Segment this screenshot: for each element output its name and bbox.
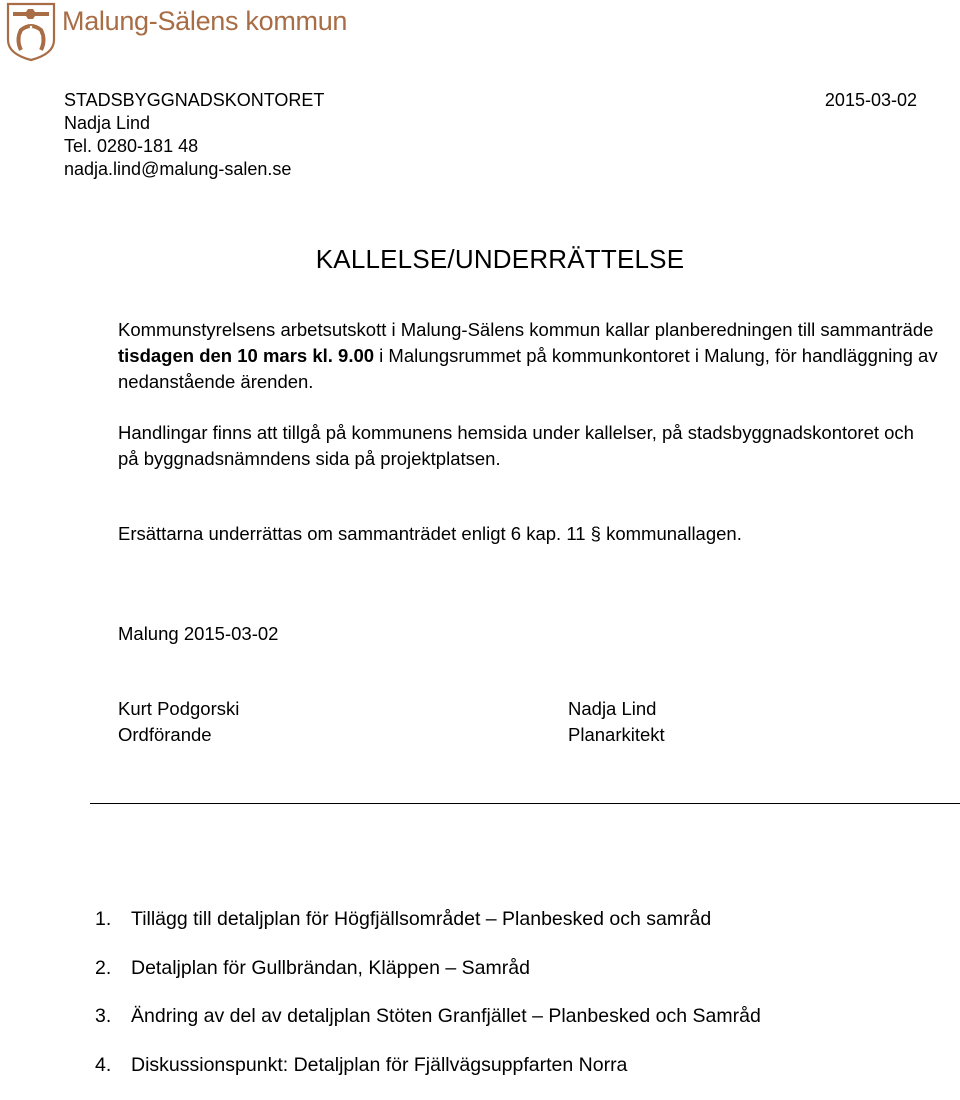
crest-icon <box>6 2 56 62</box>
signatory-role: Ordförande <box>118 722 239 748</box>
agenda-item-number: 1. <box>95 906 131 932</box>
agenda-list <box>95 906 761 1100</box>
document-date: 2015-03-02 <box>825 89 917 112</box>
sender-name: Nadja Lind <box>64 112 324 135</box>
agenda-item-text: Diskussionspunkt: Detaljplan för Fjällvägsuppfarten Norra <box>131 1054 627 1076</box>
agenda-item-number: 3. <box>95 1003 131 1029</box>
signatory-name: Nadja Lind <box>568 696 665 722</box>
summons-paragraph <box>118 317 938 395</box>
signatory-role: Planarkitekt <box>568 722 665 748</box>
municipality-crest-logo <box>6 2 56 62</box>
signatory-name: Kurt Podgorski <box>118 696 239 722</box>
meeting-time-bold: tisdagen den 10 mars kl. 9.00 <box>118 345 374 366</box>
municipality-name-logo: Malung-Sälens kommun <box>62 6 347 37</box>
department-name: STADSBYGGNADSKONTORET <box>64 89 324 112</box>
agenda-item <box>95 1052 761 1100</box>
sender-email: nadja.lind@malung-salen.se <box>64 158 324 181</box>
summons-text-start: Kommunstyrelsens arbetsutskott i Malung-Sälens kommun kallar planberedningen till sammanträde <box>118 319 933 340</box>
agenda-item-number: 4. <box>95 1052 131 1078</box>
signature-chairman <box>118 696 239 748</box>
agenda-item-number: 2. <box>95 955 131 981</box>
sender-block <box>64 89 324 181</box>
signature-planner <box>568 696 665 748</box>
agenda-item-text: Tillägg till detaljplan för Högfjällsområdet – Planbesked och samråd <box>131 908 711 930</box>
agenda-item-text: Detaljplan för Gullbrändan, Kläppen – Samråd <box>131 957 530 979</box>
summons-text-end: i Malungsrummet på kommunkontoret i Malung, för handläggning av nedanstående ärenden. <box>118 345 938 392</box>
sender-phone: Tel. 0280-181 48 <box>64 135 324 158</box>
documents-paragraph: Handlingar finns att tillgå på kommunens hemsida under kallelser, på stadsbyggnadskontoret och på byggnadsnämndens sida på projektplatsen. <box>118 420 938 472</box>
document-title: KALLELSE/UNDERRÄTTELSE <box>0 244 960 275</box>
agenda-item <box>95 906 761 955</box>
agenda-item-text: Ändring av del av detaljplan Stöten Granfjället – Planbesked och Samråd <box>131 1005 761 1027</box>
agenda-item <box>95 955 761 1004</box>
place-date: Malung 2015-03-02 <box>118 621 938 647</box>
agenda-item <box>95 1003 761 1052</box>
substitutes-paragraph: Ersättarna underrättas om sammanträdet enligt 6 kap. 11 § kommunallagen. <box>118 521 938 547</box>
section-divider <box>90 803 960 804</box>
